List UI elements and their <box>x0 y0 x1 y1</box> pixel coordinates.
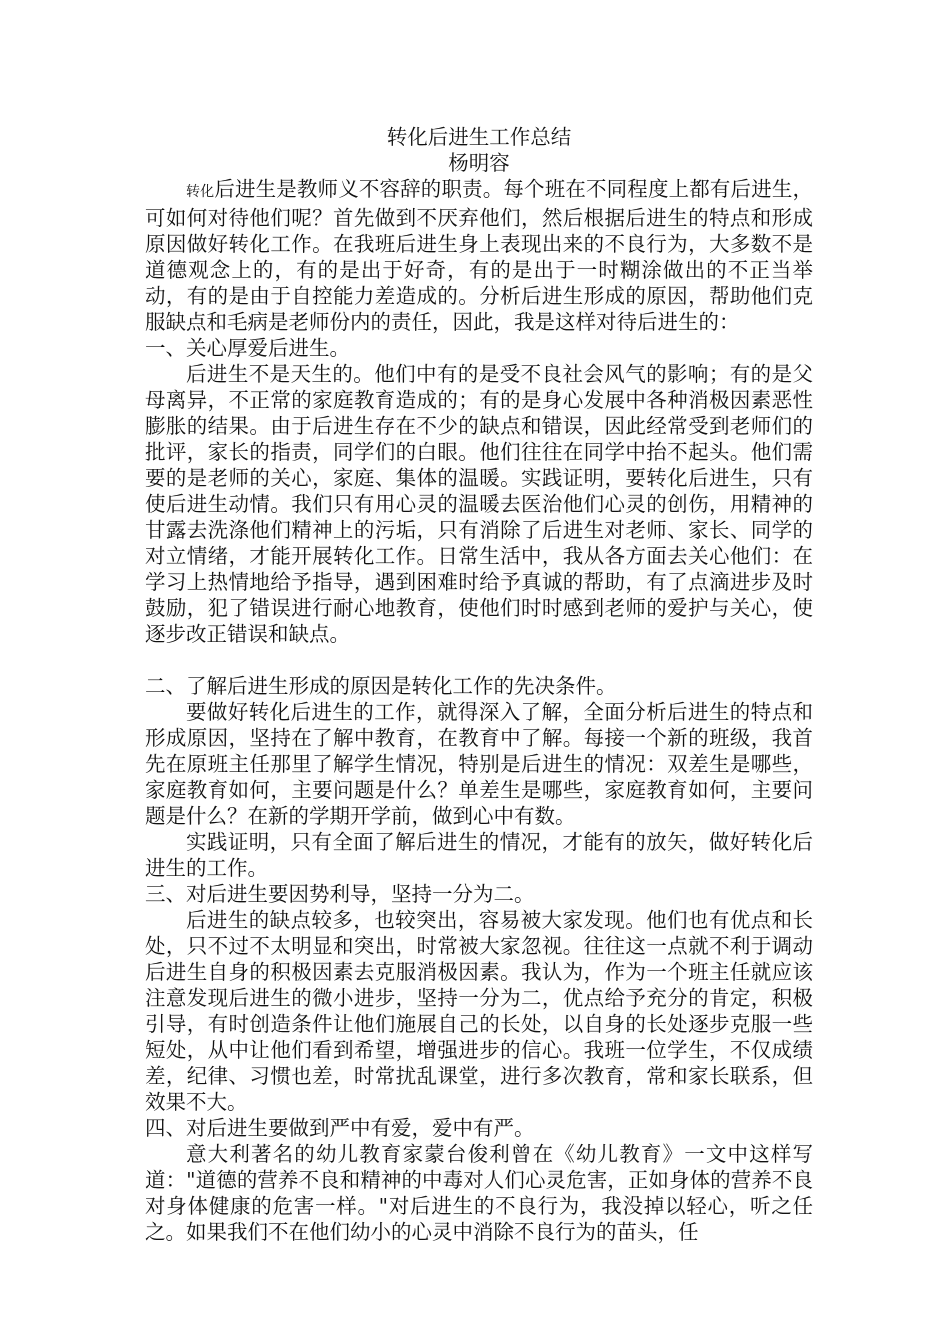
section-3-heading: 三、对后进生要因势利导，坚持一分为二。 <box>145 882 535 906</box>
intro-paragraph <box>145 176 813 335</box>
document-author: 杨明容 <box>448 151 510 175</box>
section-2-heading: 二、了解后进生形成的原因是转化工作的先决条件。 <box>145 674 617 698</box>
section-3-paragraph: 后进生的缺点较多，也较突出，容易被大家发现。他们也有优点和长处，只不过不太明显和突出，时常被大家忽视。往往这一点就不利于调动后进生自身的积极因素去克服消极因素。我认为，作为一个班主任就应该注意发现后进生的微小进步，坚持一分为二，优点给予充分的肯定，积极引导，有时创造条件让他们施展自己的长处，以自身的长处逐步克服一些短处，从中让他们看到希望，增强进步的信心。我班一位学生，不仅成绩差，纪律、习惯也差，时常扰乱课堂，进行多次教育，常和家长联系，但效果不大。 <box>145 908 813 1114</box>
document-body <box>145 124 813 1245</box>
intro-lead-text: 转化 <box>186 184 215 200</box>
section-4-heading: 四、对后进生要做到严中有爱，爱中有严。 <box>145 1116 535 1140</box>
section-2-paragraph-2: 实践证明，只有全面了解后进生的情况，才能有的放矢，做好转化后进生的工作。 <box>145 830 813 880</box>
document-title: 转化后进生工作总结 <box>386 125 572 149</box>
intro-body-text: 后进生是教师义不容辞的职责。每个班在不同程度上都有后进生，可如何对待他们呢？首先做到不厌弃他们，然后根据后进生的特点和形成原因做好转化工作。在我班后进生身上表现出来的不良行为，大多数不是道德观念上的，有的是出于好奇，有的是出于一时糊涂做出的不正当举动，有的是由于自控能力差造成的。分析后进生形成的原因，帮助他们克服缺点和毛病是老师份内的责任，因此，我是这样对待后进生的： <box>145 177 814 334</box>
section-4-paragraph: 意大利著名的幼儿教育家蒙台俊利曾在《幼儿教育》一文中这样写道："道德的营养不良和精神的中毒对人们心灵危害，正如身体的营养不良对身体健康的危害一样。"对后进生的不良行为，我没掉以轻心，听之任之。如果我们不在他们幼小的心灵中消除不良行为的苗头，任 <box>145 1142 813 1244</box>
section-1-paragraph: 后进生不是天生的。他们中有的是受不良社会风气的影响；有的是父母离异，不正常的家庭教育造成的；有的是身心发展中各种消极因素恶性膨胀的结果。由于后进生存在不少的缺点和错误，因此经常受到老师们的批评，家长的指责，同学们的白眼。他们往往在同学中抬不起头。他们需要的是老师的关心，家庭、集体的温暖。实践证明，要转化后进生，只有使后进生动情。我们只有用心灵的温暖去医治他们心灵的创伤，用精神的甘露去洗涤他们精神上的污垢，只有消除了后进生对老师、家长、同学的对立情绪，才能开展转化工作。日常生活中，我从各方面去关心他们：在学习上热情地给予指导，遇到困难时给予真诚的帮助，有了点滴进步及时鼓励，犯了错误进行耐心地教育，使他们时时感到老师的爱护与关心，使逐步改正错误和缺点。 <box>145 362 813 646</box>
blank-line <box>145 647 813 673</box>
section-2-paragraph-1: 要做好转化后进生的工作，就得深入了解，全面分析后进生的特点和形成原因，坚持在了解中教育，在教育中了解。每接一个新的班级，我首先在原班主任那里了解学生情况，特别是后进生的情况：双差生是哪些，家庭教育如何，主要问题是什么？单差生是哪些，家庭教育如何，主要问题是什么？在新的学期开学前，做到心中有数。 <box>145 700 813 828</box>
section-1-heading: 一、关心厚爱后进生。 <box>145 336 350 360</box>
